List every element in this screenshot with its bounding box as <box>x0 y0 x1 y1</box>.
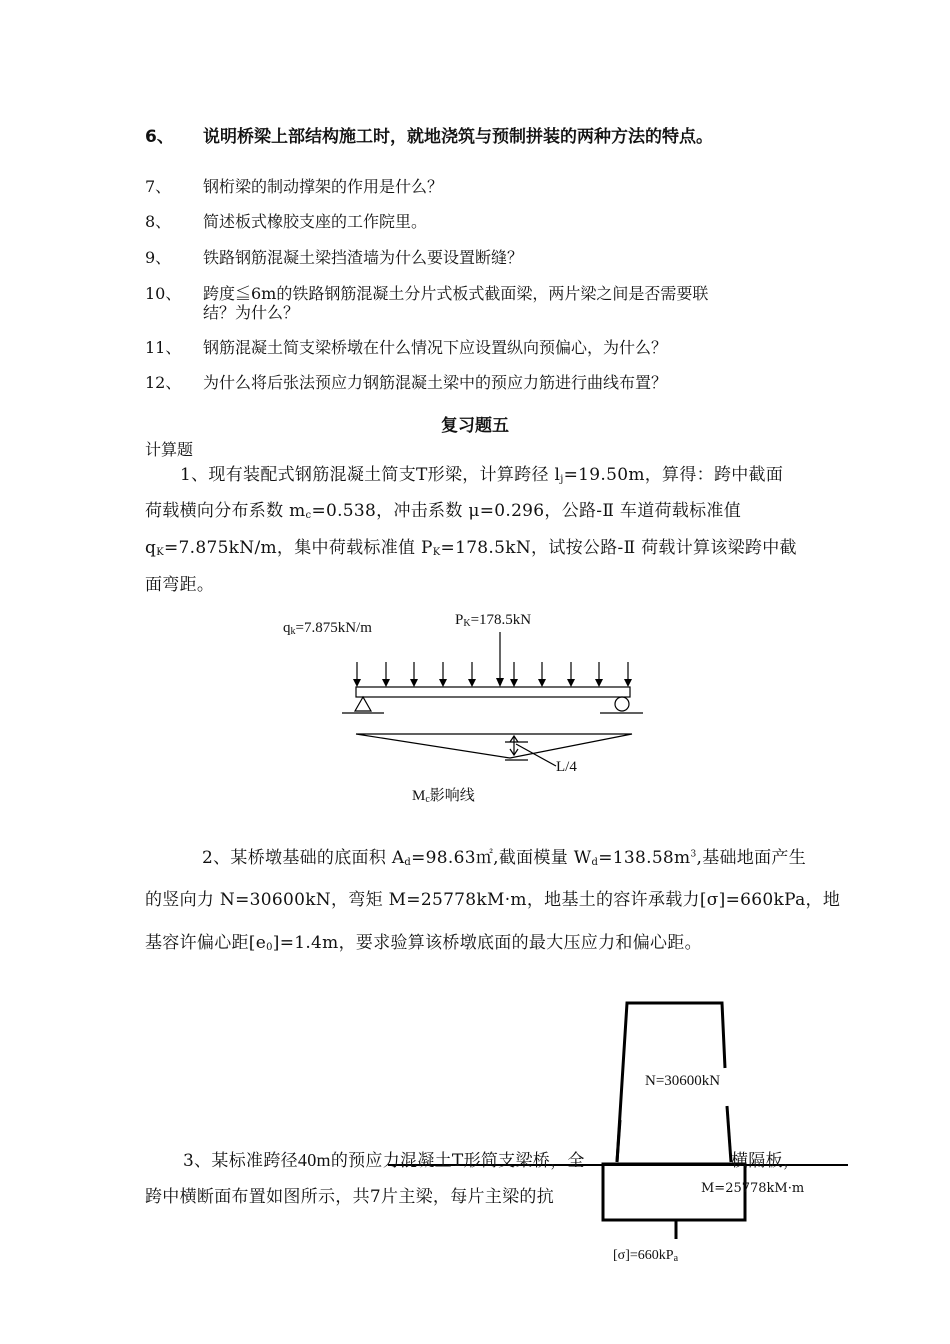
text-span: =7.875kN/m <box>295 620 372 636</box>
bearing-capacity-label <box>613 1248 678 1264</box>
load-arrowhead <box>382 679 390 687</box>
distributed-load-arrows <box>353 662 632 687</box>
moment-label: M=25778kM·m <box>701 1181 805 1196</box>
subscript: 0 <box>266 942 273 953</box>
text-span: M <box>412 788 426 804</box>
question-text: 钢筋混凝土简支梁桥墩在什么情况下应设置纵向预偏心，为什么？ <box>203 338 668 357</box>
load-arrowhead <box>468 679 476 687</box>
load-arrowhead <box>439 679 447 687</box>
problem-1-line-1 <box>180 460 783 485</box>
concentrated-load-label <box>455 612 531 629</box>
subscript: c <box>425 794 430 805</box>
influence-line-label <box>412 784 475 805</box>
text-span: q <box>283 620 291 636</box>
text-span: P <box>455 612 464 628</box>
question-8 <box>0 212 950 234</box>
question-text: 跨度≦6m的铁路钢筋混凝土分片式板式截面梁，两片梁之间是否需要联 <box>203 284 709 303</box>
pin-support <box>355 697 371 711</box>
question-6 <box>0 127 950 151</box>
subscript: d <box>404 857 412 868</box>
question-9 <box>0 248 950 270</box>
text-span: 荷载横向分布系数 m <box>145 501 306 521</box>
text-span: =98.63㎡,截面模量 W <box>411 848 592 868</box>
text-span: 40m <box>297 1150 331 1170</box>
subscript: j <box>560 474 564 485</box>
pier-outline-left-lower <box>617 1120 620 1162</box>
question-text: 钢桁梁的制动撑架的作用是什么？ <box>203 177 444 196</box>
text-span: =138.58m <box>598 848 691 868</box>
subscript: k <box>290 626 296 637</box>
influence-line <box>356 734 632 758</box>
text-span: =178.5kN，试按公路-Ⅱ 荷载计算该梁跨中截 <box>440 538 797 558</box>
load-arrowhead <box>595 679 603 687</box>
subscript: c <box>305 510 312 521</box>
leader-line <box>516 744 556 766</box>
problem-1-line-2 <box>145 496 741 521</box>
text-span: ]=1.4m，要求验算该桥墩底面的最大压应力和偏心距。 <box>272 933 702 953</box>
text-span: 3、某标准跨径 <box>183 1151 298 1171</box>
question-7 <box>0 177 950 199</box>
question-number: 7、 <box>145 177 172 196</box>
ordinate-arrow-up <box>510 736 518 742</box>
vertical-force-label: N=30600kN <box>645 1073 721 1089</box>
problem-2-line-2: 的竖向力 N=30600kN，弯矩 M=25778kM·m，地基土的容许承载力[σ]=660kPa，地 <box>145 890 841 910</box>
question-10 <box>0 284 950 326</box>
text-span: 1、现有装配式钢筋混凝土简支T形梁，计算跨径 l <box>180 465 561 485</box>
ordinate-arrow-down <box>510 749 518 755</box>
superscript: 3 <box>690 849 697 860</box>
text-span: 2、某桥墩基础的底面积 A <box>202 848 405 868</box>
load-arrowhead <box>353 679 361 687</box>
problem-2-line-1 <box>202 843 806 868</box>
question-12 <box>0 373 950 395</box>
pier-figure <box>603 1003 745 1239</box>
subscript: K <box>432 547 441 558</box>
question-number: 8、 <box>145 212 172 231</box>
problem-3-line-1 <box>183 1146 585 1171</box>
text-span: ,基础地面产生 <box>696 848 807 868</box>
problem-3-line-1-end: 横隔板， <box>731 1151 801 1171</box>
text-span: 的预应力混凝土T形简支梁桥，全 <box>330 1151 585 1171</box>
subscript: a <box>673 1253 679 1264</box>
load-arrowhead <box>624 679 632 687</box>
problem-1-line-3 <box>145 533 797 558</box>
text-span: =178.5kN <box>470 612 532 628</box>
question-number: 6、 <box>145 127 174 147</box>
subscript: K <box>463 618 471 629</box>
question-number: 9、 <box>145 248 172 267</box>
text-span: 影响线 <box>429 788 475 804</box>
section-title: 复习题五 <box>441 416 509 436</box>
load-arrowhead <box>410 679 418 687</box>
concentrated-load-arrowhead <box>496 678 504 687</box>
question-number: 10、 <box>145 284 182 303</box>
problem-2-line-3 <box>145 928 702 953</box>
quarter-span-label: L/4 <box>556 759 577 775</box>
load-arrowhead <box>510 679 518 687</box>
section-subtitle: 计算题 <box>145 440 194 459</box>
text-span: =19.50m，算得：跨中截面 <box>563 465 784 485</box>
question-text: 铁路钢筋混凝土梁挡渣墙为什么要设置断缝？ <box>203 248 524 267</box>
text-span: q <box>145 538 157 558</box>
question-text: 简述板式橡胶支座的工作院里。 <box>203 212 428 231</box>
question-text: 为什么将后张法预应力钢筋混凝土梁中的预应力筋进行曲线布置？ <box>203 373 668 392</box>
question-number: 11、 <box>145 338 182 357</box>
text-span: =7.875kN/m，集中荷载标准值 P <box>163 538 433 558</box>
question-11 <box>0 338 950 360</box>
text-span: =0.538，冲击系数 μ=0.296，公路-Ⅱ 车道荷载标准值 <box>311 501 742 521</box>
problem-1-line-4: 面弯距。 <box>145 575 215 595</box>
roller-support <box>615 697 629 711</box>
beam <box>356 687 630 697</box>
load-arrowhead <box>538 679 546 687</box>
subscript: d <box>591 857 599 868</box>
distributed-load-label <box>283 620 372 637</box>
text-span: [σ]=660kP <box>613 1248 674 1263</box>
question-number: 12、 <box>145 373 182 392</box>
problem-3-line-2: 跨中横断面布置如图所示，共7片主梁，每片主梁的抗 <box>145 1187 555 1207</box>
subscript: K <box>156 547 164 558</box>
question-text: 说明桥梁上部结构施工时，就地浇筑与预制拼装的两种方法的特点。 <box>203 127 713 147</box>
load-arrowhead <box>567 679 575 687</box>
question-text-continued: 结？为什么？ <box>203 303 300 322</box>
text-span: 基容许偏心距[e <box>145 933 267 953</box>
